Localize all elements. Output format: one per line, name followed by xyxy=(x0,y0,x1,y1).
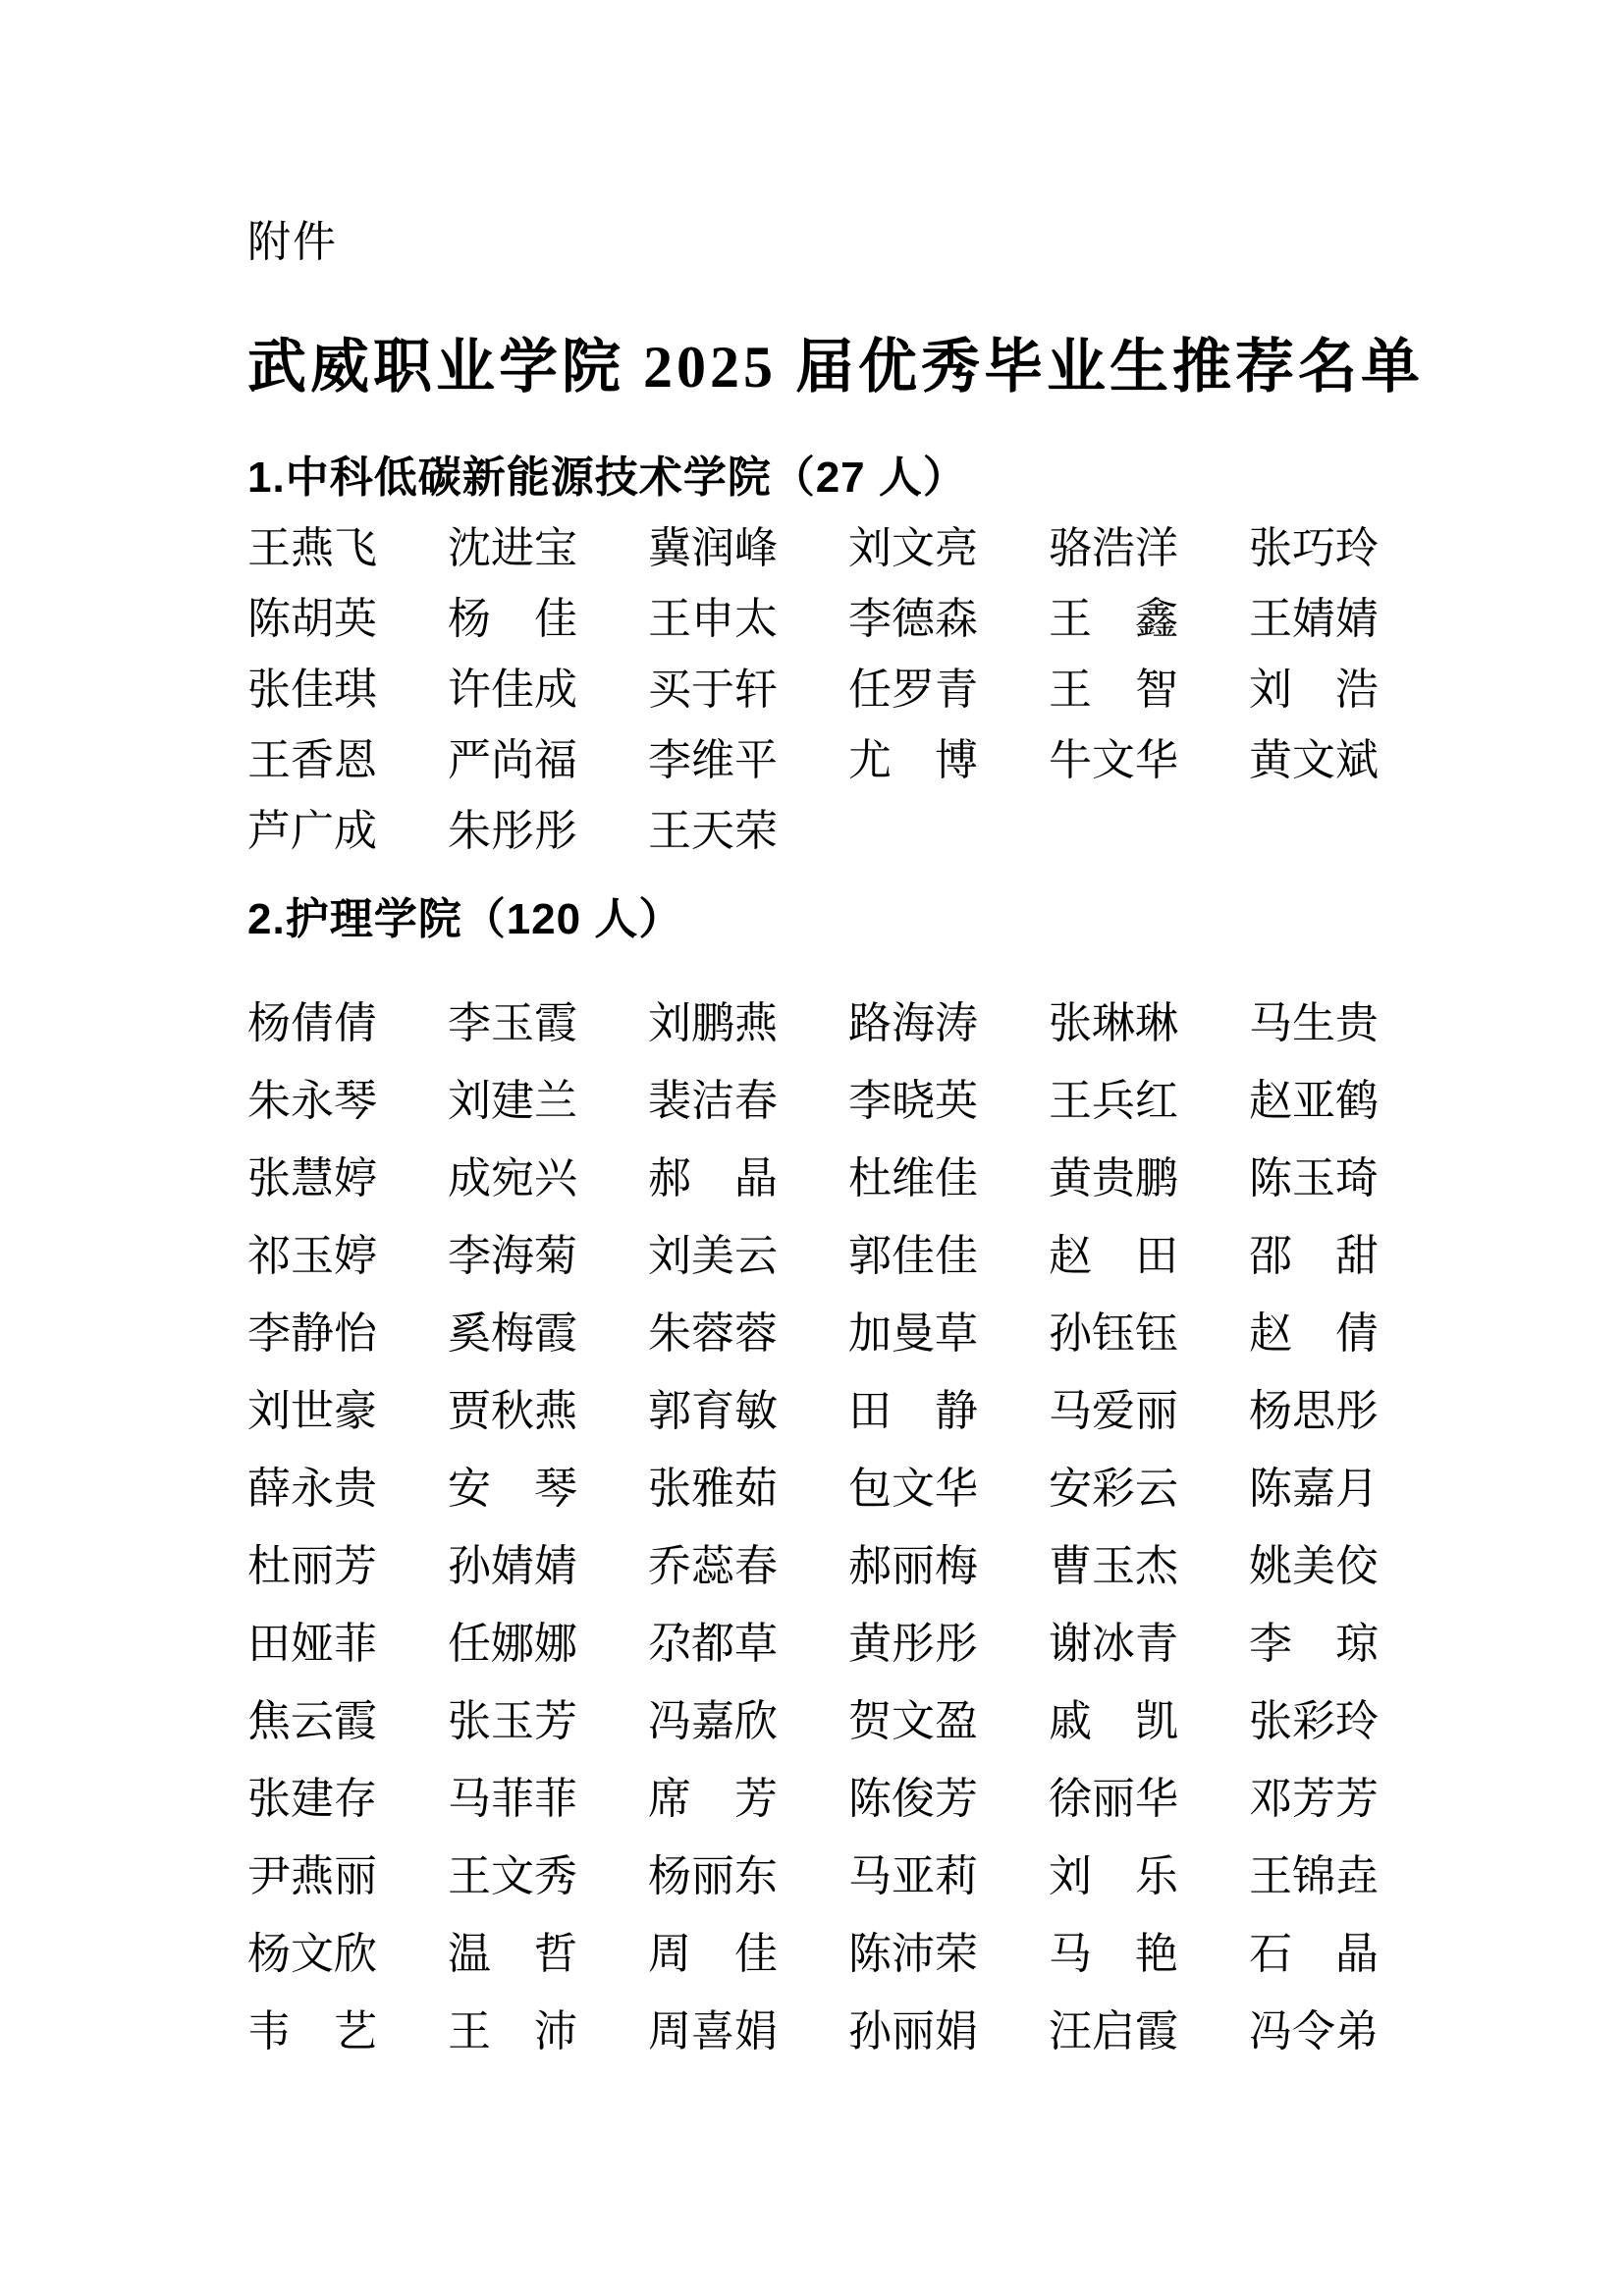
student-name: 骆浩洋 xyxy=(1049,524,1178,573)
student-name: 王天荣 xyxy=(648,807,778,856)
student-name: 王 智 xyxy=(1049,666,1178,715)
student-name: 孙丽娟 xyxy=(848,2006,978,2056)
document-title: 武威职业学院 2025 届优秀毕业生推荐名单 xyxy=(247,335,1424,400)
student-name: 张佳琪 xyxy=(247,666,377,715)
student-name: 刘文亮 xyxy=(848,524,978,573)
student-name: 李晓英 xyxy=(848,1076,978,1125)
student-name: 冯令弟 xyxy=(1249,2006,1379,2056)
student-name: 王兵红 xyxy=(1049,1076,1178,1125)
names-list xyxy=(247,508,1380,862)
student-name: 焦云霞 xyxy=(247,1696,377,1745)
student-name: 杨思彤 xyxy=(1249,1386,1379,1435)
names-row xyxy=(247,1910,1380,1988)
names-row xyxy=(247,1678,1380,1755)
student-name: 李德森 xyxy=(848,595,978,644)
section-heading: 2.护理学院（120 人） xyxy=(247,895,683,944)
student-name: 孙钰钰 xyxy=(1049,1308,1178,1358)
student-name: 陈玉琦 xyxy=(1249,1153,1379,1202)
student-name: 王婧婧 xyxy=(1249,595,1379,644)
student-name: 马亚莉 xyxy=(848,1851,978,1900)
student-name: 李维平 xyxy=(648,736,778,785)
student-name: 张建存 xyxy=(247,1774,377,1823)
student-name: 杨 佳 xyxy=(448,595,577,644)
student-name: 李静怡 xyxy=(247,1308,377,1358)
student-name: 孙婧婧 xyxy=(448,1541,577,1590)
student-name: 田娅菲 xyxy=(247,1619,377,1668)
student-name: 芦广成 xyxy=(247,807,377,856)
student-name: 王申太 xyxy=(648,595,778,644)
student-name: 路海涛 xyxy=(848,998,978,1047)
student-name: 朱蓉蓉 xyxy=(648,1308,778,1358)
student-name: 姚美佼 xyxy=(1249,1541,1379,1590)
student-name: 黄彤彤 xyxy=(848,1619,978,1668)
student-name: 赵 倩 xyxy=(1249,1308,1379,1358)
student-name: 黄文斌 xyxy=(1249,736,1379,785)
student-name: 韦 艺 xyxy=(247,2006,377,2056)
student-name: 王香恩 xyxy=(247,736,377,785)
names-row xyxy=(247,1445,1380,1522)
student-name: 冯嘉欣 xyxy=(648,1696,778,1745)
student-name: 任娜娜 xyxy=(448,1619,577,1668)
student-name: 邓芳芳 xyxy=(1249,1774,1379,1823)
student-name: 包文华 xyxy=(848,1464,978,1513)
student-name: 张巧玲 xyxy=(1249,524,1379,573)
student-name: 郭佳佳 xyxy=(848,1231,978,1280)
student-name: 刘鹏燕 xyxy=(648,998,778,1047)
student-name: 安 琴 xyxy=(448,1464,577,1513)
graduate-section xyxy=(247,889,1380,2065)
student-name: 田 静 xyxy=(848,1386,978,1435)
attachment-label: 附件 xyxy=(247,218,338,266)
student-name: 黄贵鹏 xyxy=(1049,1153,1178,1202)
student-name: 奚梅霞 xyxy=(448,1308,577,1358)
student-name: 尤 博 xyxy=(848,736,978,785)
student-name: 买于轩 xyxy=(648,666,778,715)
student-name: 郝丽梅 xyxy=(848,1541,978,1590)
student-name: 马爱丽 xyxy=(1049,1386,1178,1435)
student-name: 刘 乐 xyxy=(1049,1851,1178,1900)
student-name: 王燕飞 xyxy=(247,524,377,573)
names-row xyxy=(247,1367,1380,1445)
student-name: 张琳琳 xyxy=(1049,998,1178,1047)
graduate-section xyxy=(247,448,1380,862)
student-name: 马菲菲 xyxy=(448,1774,577,1823)
student-name: 杨倩倩 xyxy=(247,998,377,1047)
names-row xyxy=(247,1988,1380,2065)
student-name: 温 哲 xyxy=(448,1929,577,1978)
student-name: 马 艳 xyxy=(1049,1929,1178,1978)
names-row xyxy=(247,1135,1380,1212)
student-name: 杜丽芳 xyxy=(247,1541,377,1590)
student-name: 张慧婷 xyxy=(247,1153,377,1202)
names-row xyxy=(247,1212,1380,1290)
student-name: 朱彤彤 xyxy=(448,807,577,856)
student-name: 郝 晶 xyxy=(648,1153,778,1202)
names-row xyxy=(247,1522,1380,1600)
student-name: 邵 甜 xyxy=(1249,1231,1379,1280)
student-name: 祁玉婷 xyxy=(247,1231,377,1280)
names-row xyxy=(247,1290,1380,1367)
student-name: 沈进宝 xyxy=(448,524,577,573)
student-name: 加曼草 xyxy=(848,1308,978,1358)
student-name: 杨丽东 xyxy=(648,1851,778,1900)
student-name: 薛永贵 xyxy=(247,1464,377,1513)
student-name: 冀润峰 xyxy=(648,524,778,573)
student-name: 王 鑫 xyxy=(1049,595,1178,644)
student-name: 刘 浩 xyxy=(1249,666,1379,715)
student-name: 尹燕丽 xyxy=(247,1851,377,1900)
names-row xyxy=(247,791,1380,862)
sections xyxy=(247,448,1380,2065)
student-name: 赵亚鹤 xyxy=(1249,1076,1379,1125)
names-row xyxy=(247,1755,1380,1833)
student-name: 刘世豪 xyxy=(247,1386,377,1435)
student-name: 朱永琴 xyxy=(247,1076,377,1125)
student-name: 李海菊 xyxy=(448,1231,577,1280)
student-name: 王锦垚 xyxy=(1249,1851,1379,1900)
student-name: 谢冰青 xyxy=(1049,1619,1178,1668)
student-name: 成宛兴 xyxy=(448,1153,577,1202)
student-name: 王文秀 xyxy=(448,1851,577,1900)
student-name: 安彩云 xyxy=(1049,1464,1178,1513)
student-name: 石 晶 xyxy=(1249,1929,1379,1978)
student-name: 汪启霞 xyxy=(1049,2006,1178,2056)
student-name: 贺文盈 xyxy=(848,1696,978,1745)
names-row xyxy=(247,721,1380,791)
names-row xyxy=(247,1600,1380,1678)
student-name: 席 芳 xyxy=(648,1774,778,1823)
student-name: 赵 田 xyxy=(1049,1231,1178,1280)
student-name: 乔蕊春 xyxy=(648,1541,778,1590)
student-name: 张彩玲 xyxy=(1249,1696,1379,1745)
student-name: 陈沛荣 xyxy=(848,1929,978,1978)
names-row xyxy=(247,508,1380,579)
student-name: 刘美云 xyxy=(648,1231,778,1280)
student-name: 裴洁春 xyxy=(648,1076,778,1125)
student-name: 杨文欣 xyxy=(247,1929,377,1978)
names-list xyxy=(247,980,1380,2065)
names-row xyxy=(247,579,1380,650)
student-name: 陈嘉月 xyxy=(1249,1464,1379,1513)
student-name: 郭育敏 xyxy=(648,1386,778,1435)
student-name: 李 琼 xyxy=(1249,1619,1379,1668)
student-name: 周喜娟 xyxy=(648,2006,778,2056)
student-name: 陈胡英 xyxy=(247,595,377,644)
section-heading: 1.中科低碳新能源技术学院（27 人） xyxy=(247,454,967,503)
student-name: 张雅茹 xyxy=(648,1464,778,1513)
student-name: 戚 凯 xyxy=(1049,1696,1178,1745)
names-row xyxy=(247,1833,1380,1910)
student-name: 曹玉杰 xyxy=(1049,1541,1178,1590)
student-name: 徐丽华 xyxy=(1049,1774,1178,1823)
student-name: 杜维佳 xyxy=(848,1153,978,1202)
student-name: 张玉芳 xyxy=(448,1696,577,1745)
student-name: 任罗青 xyxy=(848,666,978,715)
student-name: 刘建兰 xyxy=(448,1076,577,1125)
student-name: 牛文华 xyxy=(1049,736,1178,785)
student-name: 王 沛 xyxy=(448,2006,577,2056)
student-name: 许佳成 xyxy=(448,666,577,715)
student-name: 马生贵 xyxy=(1249,998,1379,1047)
student-name: 贾秋燕 xyxy=(448,1386,577,1435)
names-row xyxy=(247,1057,1380,1135)
student-name: 严尚福 xyxy=(448,736,577,785)
student-name: 周 佳 xyxy=(648,1929,778,1978)
student-name: 李玉霞 xyxy=(448,998,577,1047)
student-name: 陈俊芳 xyxy=(848,1774,978,1823)
student-name: 尕都草 xyxy=(648,1619,778,1668)
names-row xyxy=(247,650,1380,721)
names-row xyxy=(247,980,1380,1057)
